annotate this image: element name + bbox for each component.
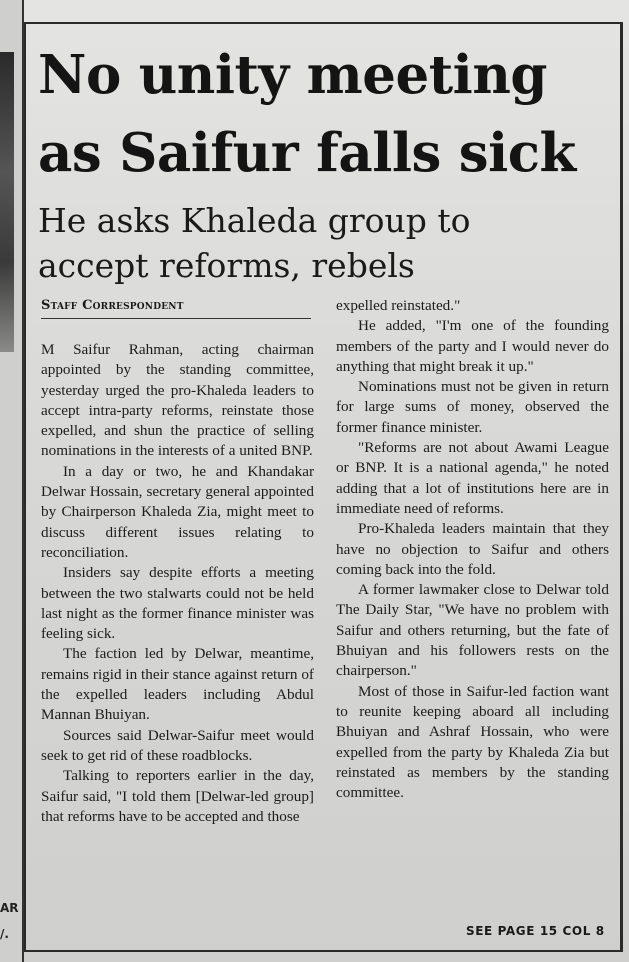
paragraph: expelled reinstated." (336, 297, 461, 314)
adjacent-photo (0, 52, 14, 352)
subheadline-line: accept reforms, rebels (38, 246, 415, 285)
article-column-left (41, 340, 314, 827)
paragraph: Sources said Delwar-Saifur meet would seek to get rid of these roadblocks. (41, 726, 314, 764)
headline (38, 36, 623, 192)
subheadline-line: He asks Khaleda group to (38, 201, 471, 240)
paragraph: Nominations must not be given in return for large sums of money, observed the former finance minister. (336, 378, 609, 436)
continuation-note: SEE PAGE 15 COL 8 (466, 924, 605, 938)
adjacent-column-strip (0, 0, 24, 962)
paragraph: In a day or two, he and Khandakar Delwar Hossain, secretary general appointed by Chairperson Khaleda Zia, might meet to discuss different issues relating to reconciliation. (41, 462, 314, 561)
adjacent-text-fragment: /. (0, 927, 9, 941)
paragraph: Talking to reporters earlier in the day, Saifur said, "I told them [Delwar-led group] that reforms have to be accepted and those (41, 767, 314, 825)
paragraph: He added, "I'm one of the founding members of the party and I would never do anything that might break it up." (336, 317, 609, 375)
paragraph: A former lawmaker close to Delwar told The Daily Star, "We have no problem with Saifur and others returning, but the fate of Bhuiyan and his followers rests on the chairperson." (336, 581, 609, 680)
paragraph: The faction led by Delwar, meantime, remains rigid in their stance against return of the expelled leaders including Abdul Mannan Bhuiyan. (41, 645, 314, 724)
headline-line: as Saifur falls sick (38, 122, 576, 184)
article-column-right (336, 296, 609, 803)
adjacent-text-fragment: AR (0, 901, 19, 915)
paragraph: M Saifur Rahman, acting chairman appointed by the standing committee, yesterday urged the pro-Khaleda leaders to accept intra-party reforms, reinstate those expelled, and shun the practice of selling nominations in the interests of a united BNP. (41, 341, 314, 460)
byline-text: Staff Correspondent (41, 298, 184, 313)
paragraph: "Reforms are not about Awami League or BNP. It is a national agenda," he noted adding that a lot of institutions here are in immediate need of reforms. (336, 439, 609, 517)
paragraph: Insiders say despite efforts a meeting between the two stalwarts could not be held last night as the former finance minister was feeling sick. (41, 564, 314, 643)
byline (41, 298, 311, 319)
subheadline (38, 198, 613, 288)
paragraph: Pro-Khaleda leaders maintain that they have no objection to Saifur and others coming back into the fold. (336, 520, 609, 578)
headline-line: No unity meeting (38, 44, 547, 106)
paragraph: Most of those in Saifur-led faction want to reunite keeping aboard all including Bhuiyan and Ashraf Hossain, who were expelled from the party by Khaleda Zia but reinstated as members by the standing committee. (336, 682, 609, 802)
